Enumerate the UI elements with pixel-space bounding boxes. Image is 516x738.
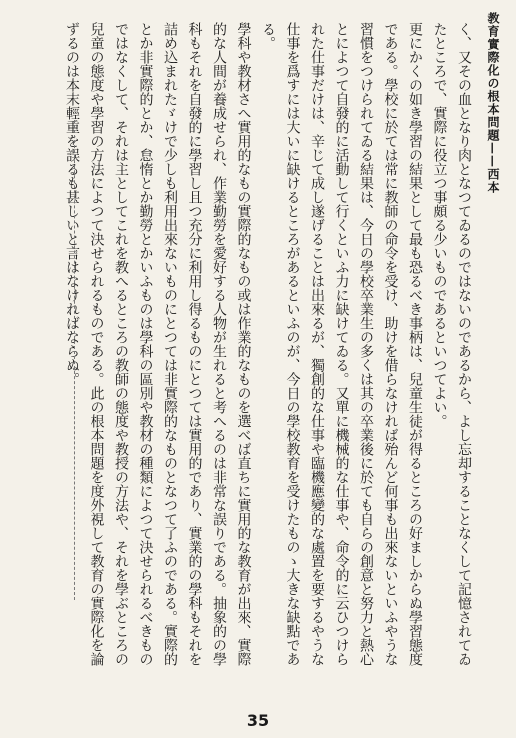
gutter-line <box>74 120 75 600</box>
body-text <box>26 22 476 672</box>
page-number: 35 <box>246 711 270 730</box>
running-header: 教育實際化の根本問題——西本 <box>486 12 500 194</box>
paragraph-2: 更にかくの如き學習の結果として最も恐るべき事柄は、兒童生徒が得るところの好ましからぬ學習態度である。學校に於ては常に教師の命令を受け、助けを借らなければ殆んど何事も出來ないといふやうな習慣をつけられてゐる結果は、今日の學校卒業生の多くは其の卒業後に於ても自らの創意と努力と熱心とによつて自發的に活動して行くといふ力に缺けてゐる。又單に機械的な仕事や、命令的に云ひつけられた仕事だけは、辛じて成し遂げることは出來るが、獨創的な仕事や臨機應變的な處置を要するやうな仕事を爲すには大いに缺けるところがあるといふのが、今日の學校教育を受けたものゝ大きな缺點である。 <box>260 22 423 666</box>
paragraph-1: く、又その血となり肉となつてゐるのではないのであるから、よし忘却することなくして記憶されてゐたところで、實際に役立つ事頗る少いものであるといつてよい。 <box>431 22 472 666</box>
paragraph-3: 學科や教材さへ實用的なもの實際的なもの或は作業的なものを選べば直ちに實用的な教育が出來、實際的な人間が養成せられ、作業勤勞を愛好する人物が生れると考へるのは非常な誤りである。抽象的の學科もそれを自發的に學習し且つ充分に利用し得るものにとつては實用的であり、實業的の學科もそれを詰め込まれたゞけで少しも利用出來ないものにとつては非實際的なものとなつて了ふのである。實際的とか非實際的とか、怠惰とか勤勞とかいふものは學科の區別や教材の種類によつて決せられるべきものではなくして、それは主としてこれを教へるところの教師の態度や教授の方法や、それを學ぶところの兒童の態度や學習の方法によつて決せられるものである。此の根本問題を度外視して教育の實際化を論ずるのは本末輕重を誤るも甚しいと言はなければならぬ。 <box>64 22 252 666</box>
